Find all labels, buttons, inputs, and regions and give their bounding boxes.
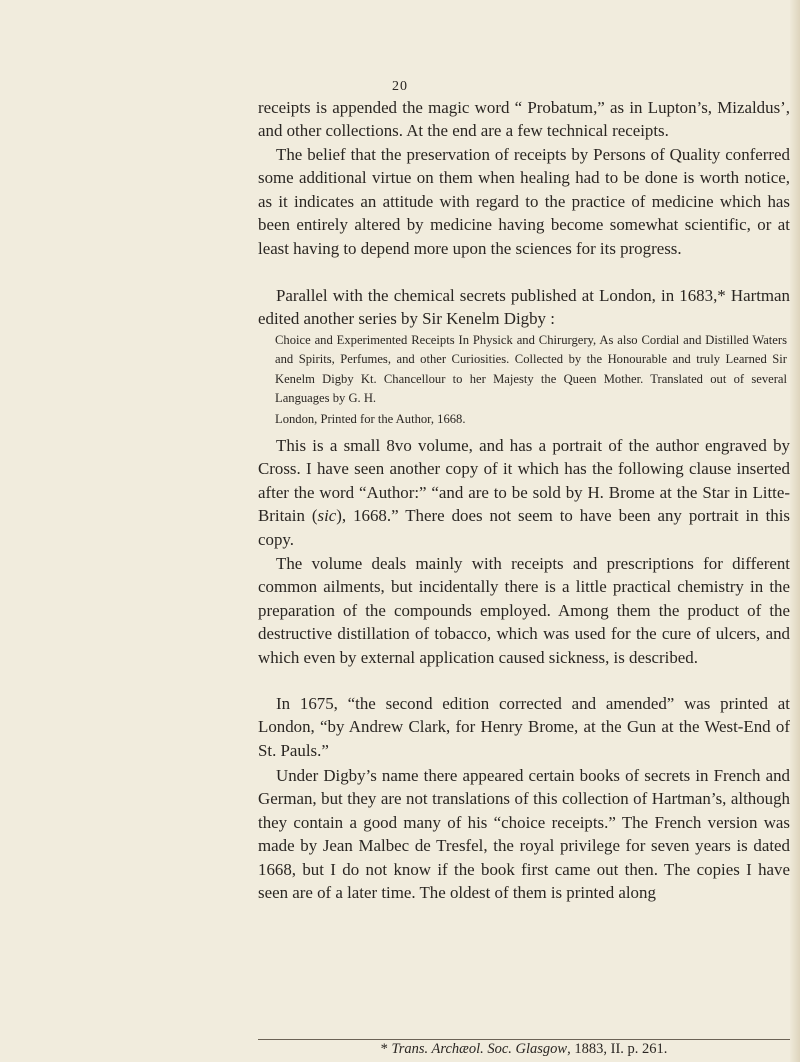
paragraph-7: Under Digby’s name there appeared certain books of secrets in French and German, but they are not translations of this collection of Hartman’s, although they contain a good many of his “choice receipts.” The French version was made by Jean Malbec de Tresfel, the royal privilege for seven years is dated 1668, but I do not know if the book first came out then. The copies I have seen are of a later time. The oldest of them is printed along — [258, 766, 790, 903]
page-number: 20 — [392, 79, 408, 94]
paragraph-4-text: This is a small 8vo volume, and has a portrait of the author engraved by Cross. I have seen another copy of it which has the following clause inserted after the word “Author:” “and are to be sold by H. Brome at the Star in Litte-Britain (sic), 1668.” There does not seem to have been any portrait in this copy. — [258, 436, 790, 549]
paragraph-5: The volume deals mainly with receipts and prescriptions for different common ailments, but incidentally there is a little practical chemistry in the preparation of the compounds employed. Among them the product of the destructive distillation of tobacco, which was used for the cure of ulcers, and which even by external application caused sickness, is described. — [258, 554, 790, 667]
paragraph-3: Parallel with the chemical secrets published at London, in 1683,* Hartman edited another series by Sir Kenelm Digby : — [258, 286, 790, 329]
paragraph-1: receipts is appended the magic word “ Probatum,” as in Lupton’s, Mizaldus’, and other collections. At the end are a few technical receipts. — [258, 98, 790, 141]
paragraph-2: The belief that the preservation of receipts by Persons of Quality conferred some additional virtue on them when healing had to be done is worth notice, as it indicates an attitude with regard to the practice of medicine which has been entirely altered by medicine having become somewhat scientific, or at least having to depend more upon the sciences for its progress. — [258, 145, 790, 258]
footnote-rule — [258, 1039, 790, 1040]
quoted-imprint: London, Printed for the Author, 1668. — [275, 412, 466, 426]
paragraph-4 — [258, 434, 790, 551]
page-edge — [790, 0, 800, 1062]
footnote: * Trans. Archæol. Soc. Glasgow, 1883, II. p. 261. — [380, 1041, 668, 1057]
quoted-title: Choice and Experimented Receipts In Physick and Chirurgery, As also Cordial and Distilled Waters and Spirits, Perfumes, and other Curiosities. Collected by the Honourable and truly Learned Sir Kenelm Digby Kt. Chancellour to her Majesty the Queen Mother. Translated out of several Languages by G. H. — [275, 333, 787, 406]
paragraph-6: In 1675, “the second edition corrected and amended” was printed at London, “by Andrew Clark, for Henry Brome, at the Gun at the West-End of St. Pauls.” — [258, 694, 790, 760]
